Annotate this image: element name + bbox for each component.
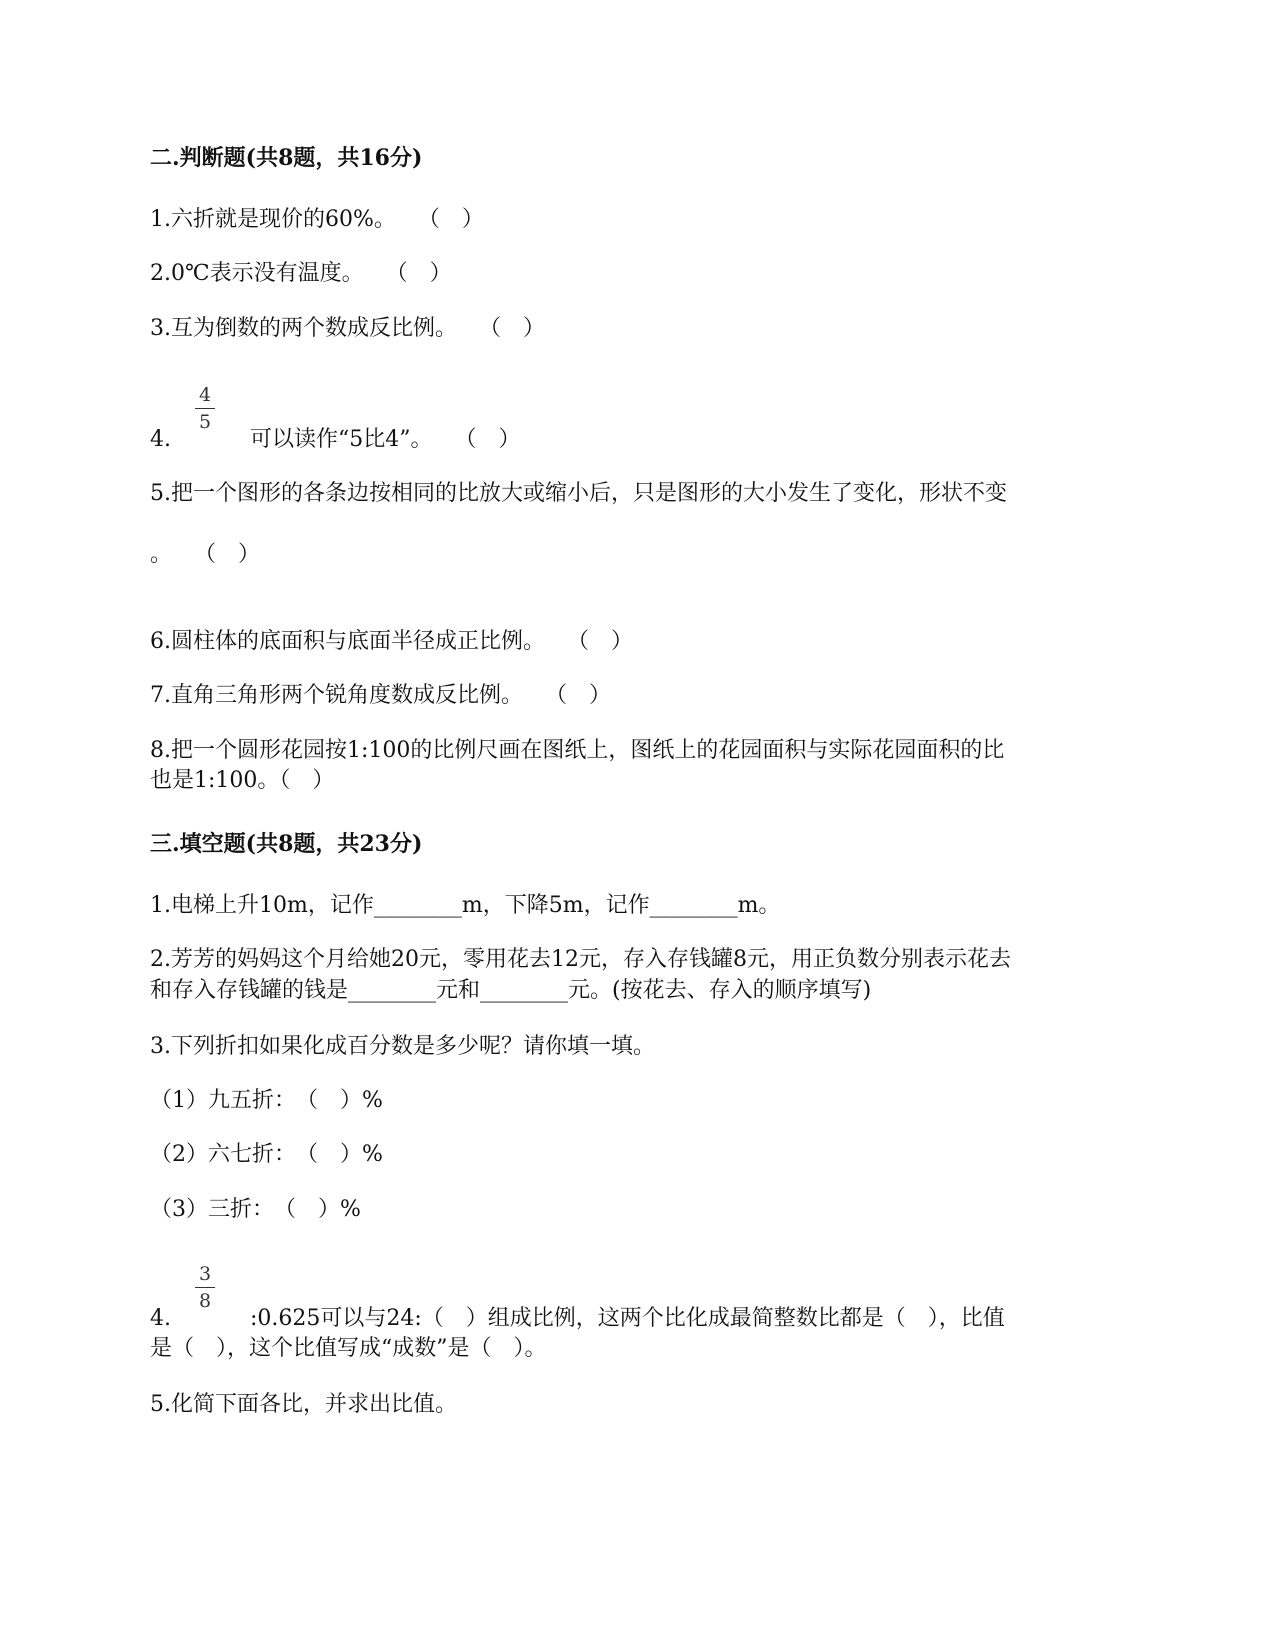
judge-q8-line1: 8.把一个圆形花园按1:100的比例尺画在图纸上，图纸上的花园面积与实际花园面积的比: [150, 738, 1005, 763]
fraction-bar: [195, 408, 215, 409]
fraction-bar: [195, 1287, 215, 1288]
fill-q3: 3.下列折扣如果化成百分数是多少呢？请你填一填。: [150, 1034, 655, 1059]
judge-q8-line2: 也是1:100。（ ）: [150, 768, 335, 793]
fill-q1: 1.电梯上升10m，记作________m，下降5m，记作________m。: [150, 893, 781, 918]
fill-q2-line2: 和存入存钱罐的钱是________元和________元。(按花去、存入的顺序填写): [150, 978, 872, 1003]
judge-q2: 2.0℃表示没有温度。 （ ）: [150, 261, 452, 286]
fill-q3-item1: （1）九五折： （ ）%: [150, 1088, 383, 1113]
fraction-numerator: 4: [198, 384, 212, 406]
fill-q4-line1: :0.625可以与24:（ ）组成比例，这两个比化成最简整数比都是（ ），比值: [250, 1306, 1005, 1331]
judge-q7: 7.直角三角形两个锐角度数成反比例。 （ ）: [150, 683, 611, 708]
judge-q6: 6.圆柱体的底面积与底面半径成正比例。 （ ）: [150, 629, 633, 654]
judge-q3: 3.互为倒数的两个数成反比例。 （ ）: [150, 316, 545, 341]
judge-q5-line1: 5.把一个图形的各条边按相同的比放大或缩小后，只是图形的大小发生了变化，形状不变: [150, 481, 1007, 506]
judge-q5-line2: 。 （ ）: [150, 542, 261, 567]
judge-q1: 1.六折就是现价的60%。 （ ）: [150, 207, 484, 232]
fill-q3-item2: （2）六七折： （ ）%: [150, 1142, 383, 1167]
fraction-numerator: 3: [198, 1263, 212, 1285]
fraction-denominator: 8: [198, 1290, 212, 1312]
fill-q4-prefix: 4.: [150, 1306, 171, 1331]
fill-q4-line2: 是（ ），这个比值写成“成数”是（ ）。: [150, 1336, 547, 1361]
judge-q4-fraction: [193, 384, 217, 433]
section2-title: 二.判断题(共8题，共16分): [150, 145, 423, 171]
fill-q4-fraction: [193, 1263, 217, 1312]
judge-q4-prefix: 4.: [150, 427, 171, 452]
fill-q3-item3: （3）三折： （ ）%: [150, 1197, 361, 1222]
judge-q4-text: 可以读作“5比4”。 （ ）: [250, 427, 521, 452]
fill-q5: 5.化简下面各比，并求出比值。: [150, 1392, 457, 1417]
section3-title: 三.填空题(共8题，共23分): [150, 831, 423, 857]
fraction-denominator: 5: [198, 411, 212, 433]
fill-q2-line1: 2.芳芳的妈妈这个月给她20元，零用花去12元，存入存钱罐8元，用正负数分别表示花去: [150, 947, 1011, 972]
